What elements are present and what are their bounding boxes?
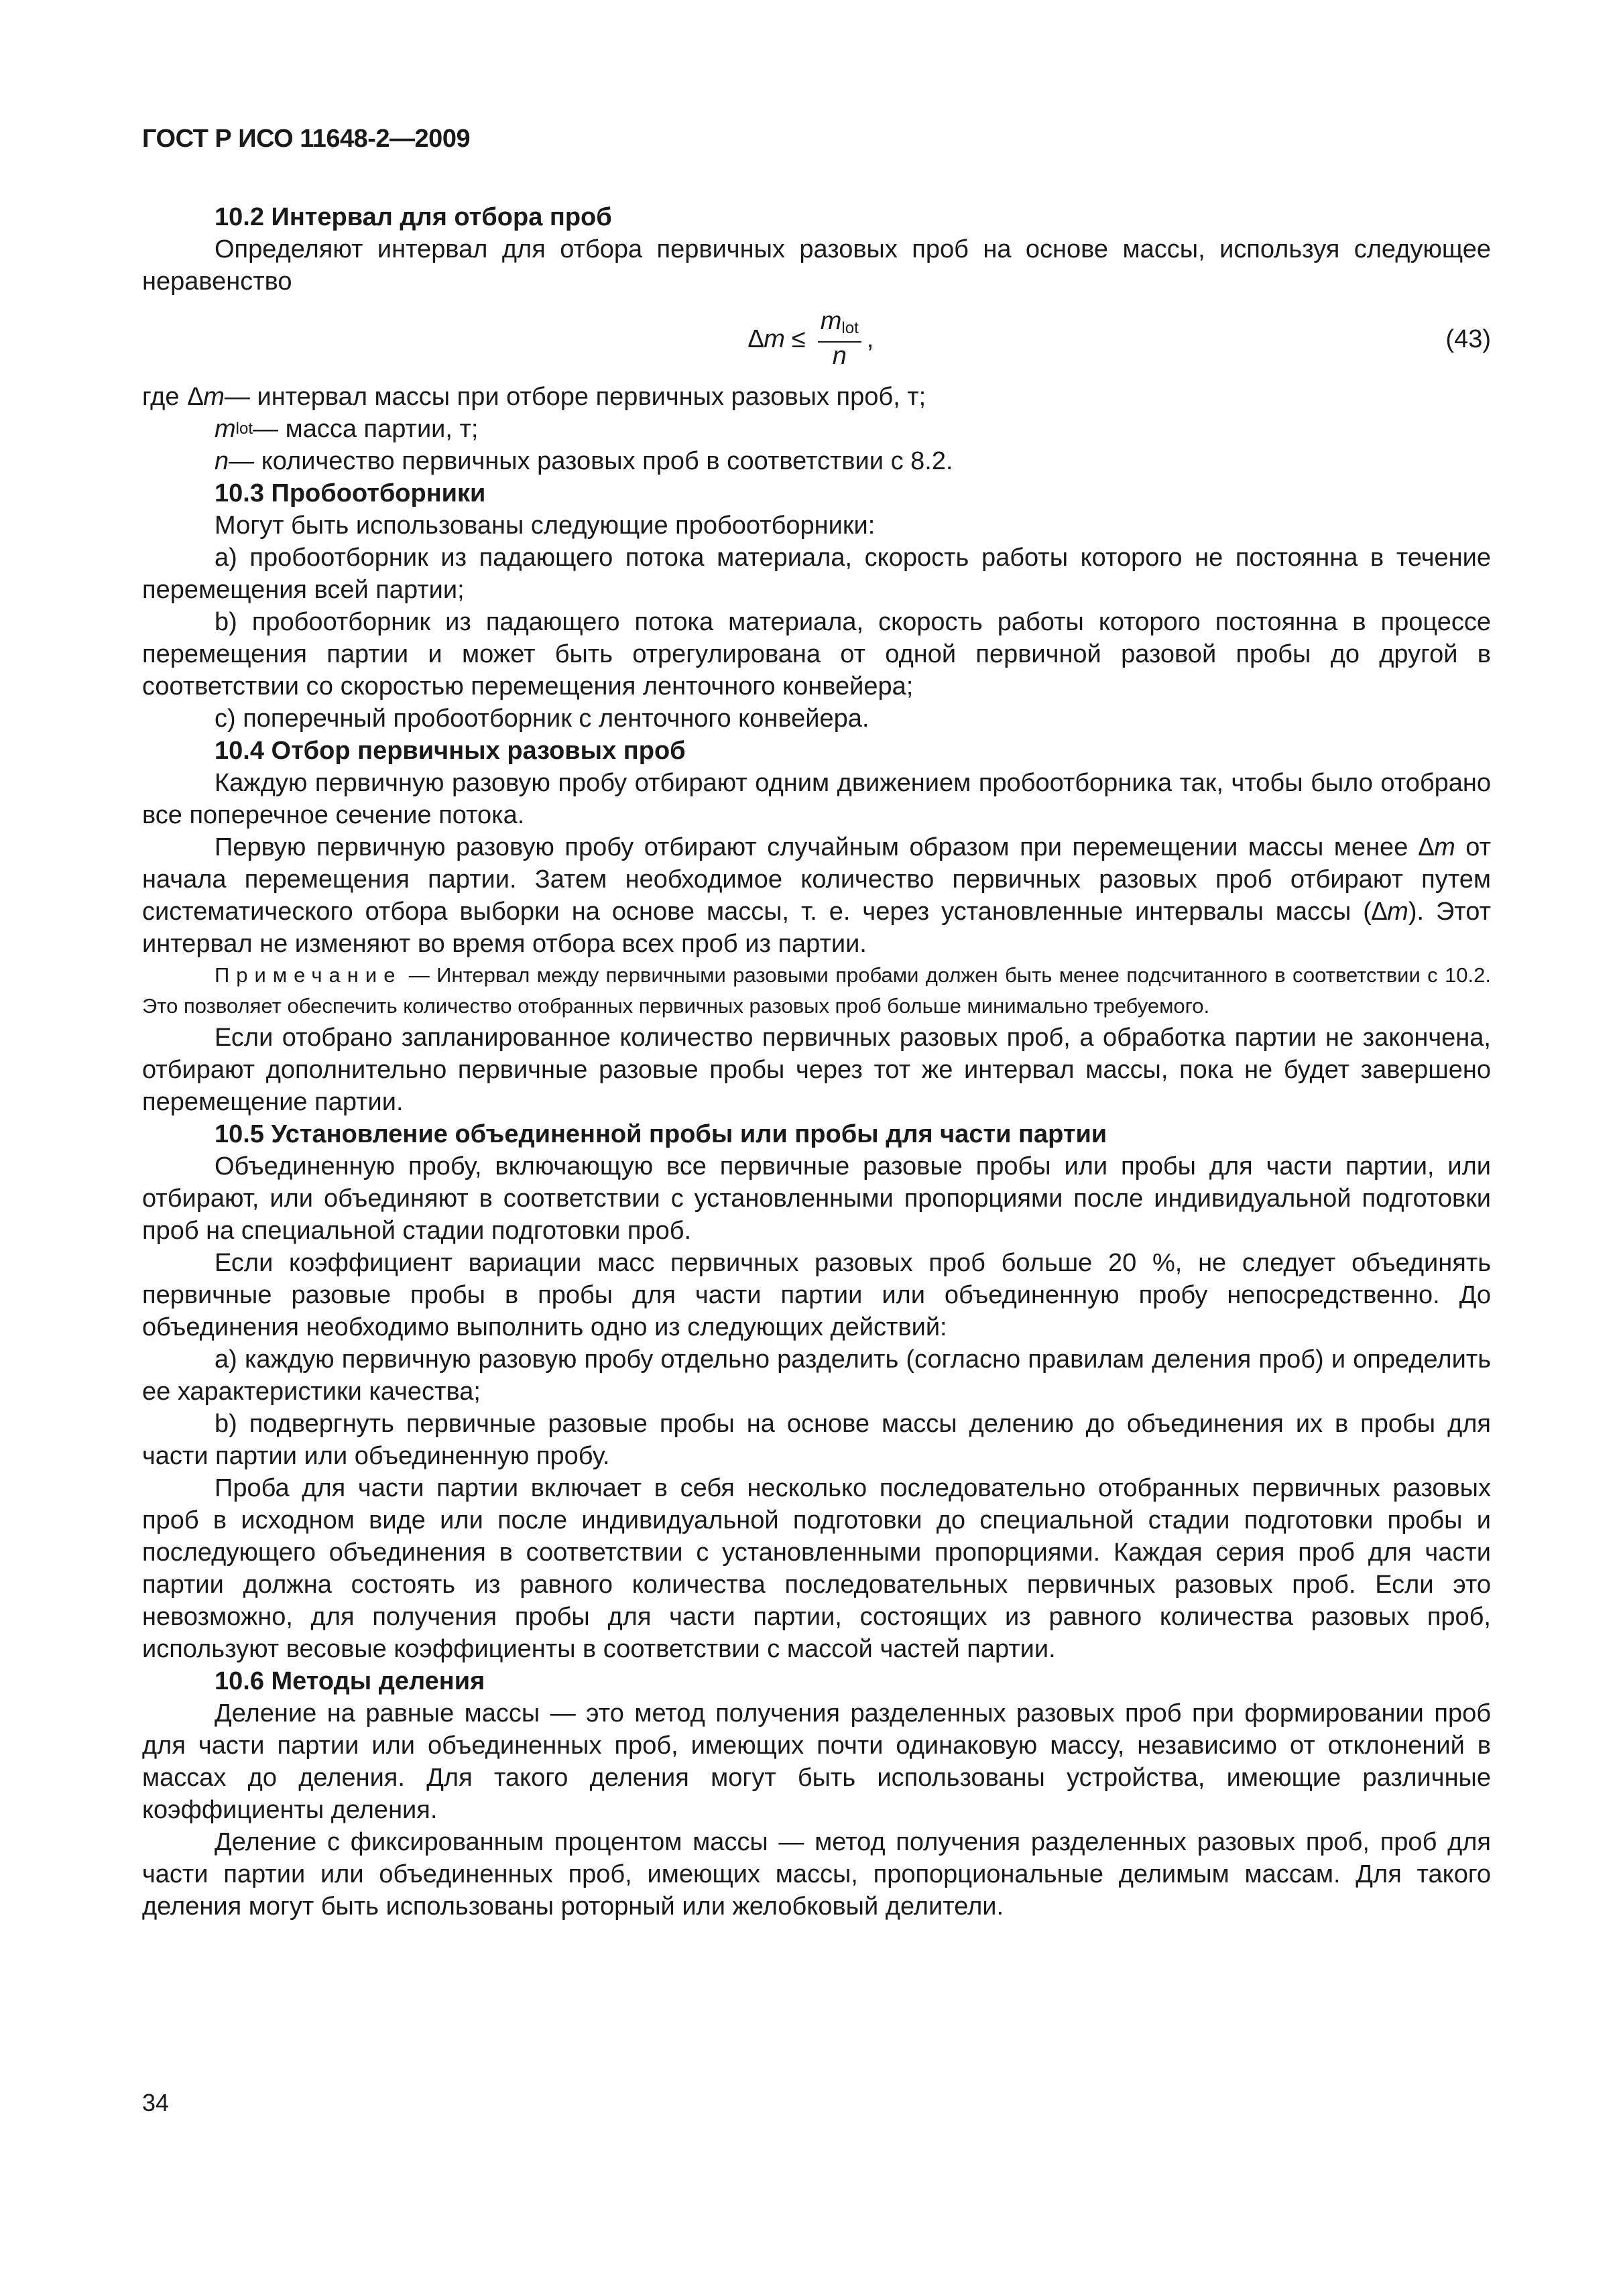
- section-10-2-title: 10.2 Интервал для отбора проб: [215, 203, 612, 231]
- note-text: — Интервал между первичными разовыми пробами должен быть менее подсчитанного в соответствии с 10.2. Это позволяет обеспечить количество отобранных первичных разовых проб больше минимально требуемого.: [142, 963, 1491, 1018]
- fraction-denominator: n: [832, 342, 847, 370]
- definition-text: — масса партии, т;: [253, 415, 479, 443]
- paragraph-text: Первую первичную разовую пробу отбирают случайным образом при перемещении массы менее: [215, 833, 1419, 861]
- page-number: 34: [142, 2089, 170, 2116]
- where-label: где: [142, 383, 180, 411]
- section-10-5-paragraph-3: Проба для части партии включает в себя несколько последовательно отобранных первичных разовых проб в исходном виде или после индивидуальной подготовки до специальной стадии подготовки пробы и последующего объединения в соответствии с установленными пропорциями. Каждая серия проб для части партии должна состоять из равного количества последовательных первичных разовых проб. Если это невозможно, для получения пробы для части партии, состоящих из равного количества разовых проб, используют весовые коэффициенты в соответствии с массой частей партии.: [142, 1474, 1491, 1663]
- formula-expression: [748, 308, 874, 369]
- section-10-5-title: 10.5 Установление объединенной пробы или пробы для части партии: [215, 1120, 1107, 1148]
- definition-text: — количество первичных разовых проб в соответствии с 8.2.: [229, 447, 953, 475]
- definitions-list: [142, 381, 1491, 477]
- formula-lhs: ∆m: [748, 324, 785, 353]
- delta-m-symbol: ∆m: [1371, 898, 1408, 926]
- section-10-3-paragraph: Могут быть использованы следующие пробоотборники:: [215, 511, 876, 540]
- section-10-5-paragraph-2: Если коэффициент вариации масс первичных разовых проб больше 20 %, не следует объединять первичные разовые пробы в пробы для части партии или объединенную пробу непосредственно. До объединения необходимо выполнить одно из следующих действий:: [142, 1249, 1491, 1341]
- definition-row: [142, 445, 1491, 477]
- definition-row: [142, 413, 1491, 445]
- paragraph-text: от начала перемещения партии. Затем необходимое количество первичных разовых проб отбирают путем систематического отбора выборки на основе массы, т. е. через установленные интервалы массы (: [142, 833, 1491, 926]
- list-item-b: b) подвергнуть первичные разовые пробы на основе массы делению до объединения их в пробы для части партии или объединенную пробу.: [142, 1410, 1491, 1470]
- formula-number: (43): [1445, 325, 1491, 353]
- note: [142, 960, 1491, 1022]
- definition-sub: lot: [235, 420, 253, 438]
- section-10-6-paragraph-2: Деление с фиксированным процентом массы — метод получения разделенных разовых проб, проб для части партии или объединенных проб, имеющих массы, пропорциональные делимым массам. Для такого деления могут быть использованы роторный или желобковый делители.: [142, 1828, 1491, 1921]
- definition-text: — интервал массы при отборе первичных разовых проб, т;: [224, 383, 926, 411]
- numerator-var: m: [820, 307, 842, 335]
- standard-header: ГОСТ Р ИСО 11648-2—2009: [142, 125, 471, 153]
- section-10-4-paragraph-2: [142, 831, 1491, 960]
- fraction-numerator: [818, 308, 861, 343]
- definition-row: [142, 381, 1491, 413]
- list-item-b: b) пробоотборник из падающего потока материала, скорость работы которого постоянна в процессе перемещения партии и может быть отрегулирована от одной первичной разовой пробы до другой в соответствии со скоростью перемещения ленточного конвейера;: [142, 608, 1491, 701]
- definition-var: n: [215, 447, 229, 475]
- formula-tail: ,: [866, 324, 874, 353]
- formula-operator: ≤: [791, 324, 806, 353]
- section-10-4-title: 10.4 Отбор первичных разовых проб: [215, 737, 686, 765]
- section-10-4-paragraph-1: Каждую первичную разовую пробу отбирают одним движением пробоотборника так, чтобы было отобрано все поперечное сечение потока.: [142, 769, 1491, 829]
- delta-m-symbol: ∆m: [1418, 833, 1455, 861]
- section-10-5-paragraph-1: Объединенную пробу, включающую все первичные разовые пробы или пробы для части партии, или отбирают, или объединяют в соответствии с установленными пропорциями после индивидуальной подготовки проб на специальной стадии подготовки проб.: [142, 1152, 1491, 1245]
- section-10-3-title: 10.3 Пробоотборники: [215, 479, 486, 507]
- list-item-a: a) каждую первичную разовую пробу отдельно разделить (согласно правилам деления проб) и определить ее характеристики качества;: [142, 1345, 1491, 1406]
- document-body: [142, 201, 1491, 1923]
- paragraph-text: ). Этот интервал не изменяют во время отбора всех проб из партии.: [142, 898, 1491, 958]
- note-label: Примечание: [215, 963, 402, 987]
- formula-43: [142, 298, 1491, 381]
- list-item-a: a) пробоотборник из падающего потока материала, скорость работы которого не постоянна в течение перемещения всей партии;: [142, 544, 1491, 604]
- definition-var: ∆m: [188, 383, 225, 411]
- formula-fraction: [818, 308, 861, 369]
- definition-var: m: [215, 415, 236, 443]
- section-10-6-title: 10.6 Методы деления: [215, 1667, 485, 1695]
- section-10-2-paragraph: Определяют интервал для отбора первичных разовых проб на основе массы, используя следующее неравенство: [142, 235, 1491, 296]
- numerator-sub: lot: [841, 319, 859, 337]
- section-10-6-paragraph-1: Деление на равные массы — это метод получения разделенных разовых проб при формировании проб для части партии или объединенных проб, имеющих почти одинаковую массу, независимо от отклонений в массах до деления. Для такого деления могут быть использованы устройства, имеющие различные коэффициенты деления.: [142, 1699, 1491, 1824]
- section-10-4-paragraph-3: Если отобрано запланированное количество первичных разовых проб, а обработка партии не закончена, отбирают дополнительно первичные разовые пробы через тот же интервал массы, пока не будет завершено перемещение партии.: [142, 1024, 1491, 1116]
- list-item-c: c) поперечный пробоотборник с ленточного конвейера.: [215, 705, 869, 733]
